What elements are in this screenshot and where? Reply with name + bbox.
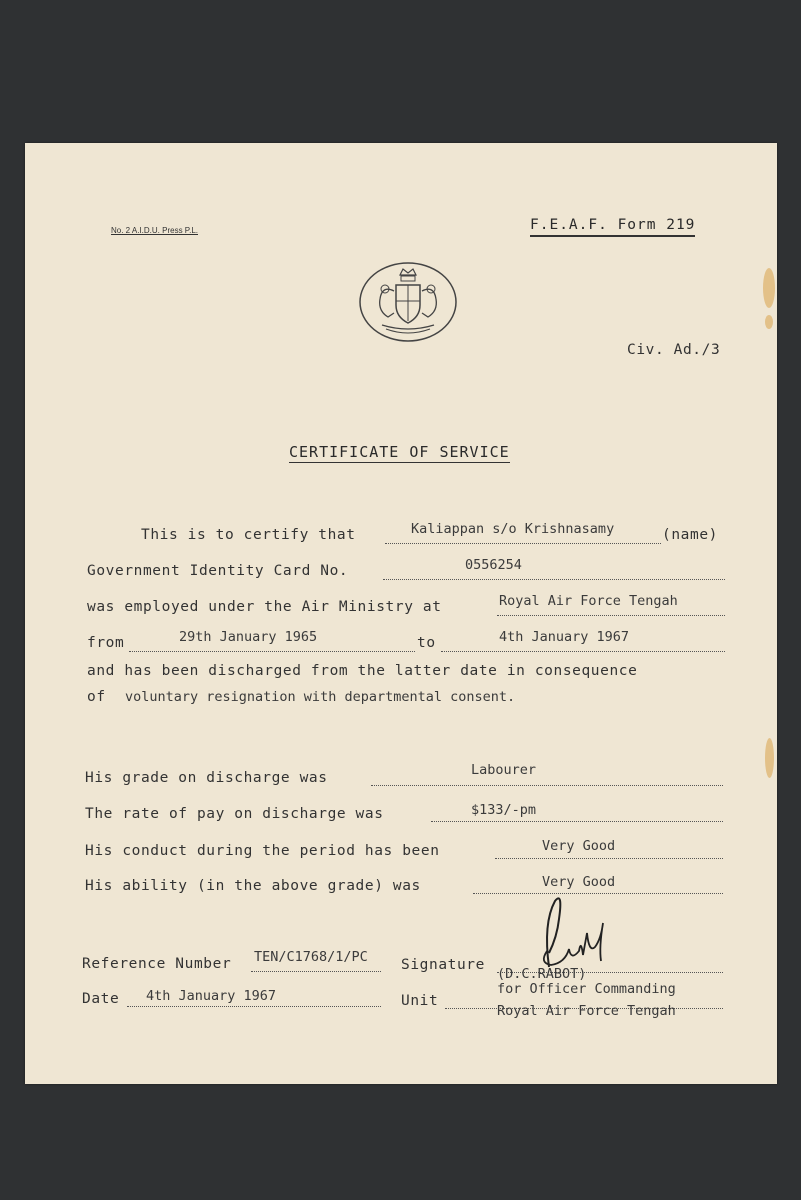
station-name: Royal Air Force Tengah [499, 593, 678, 609]
name-suffix: (name) [662, 527, 718, 543]
employee-name: Kaliappan s/o Krishnasamy [411, 521, 615, 537]
ref-label: Reference Number [82, 956, 232, 972]
pay-value: $133/-pm [471, 802, 537, 818]
reference-code: Civ. Ad./3 [627, 342, 721, 358]
royal-crest-icon [358, 261, 458, 343]
conduct-line [495, 858, 723, 859]
date-label: Date [82, 991, 120, 1007]
signature-mark [535, 893, 615, 971]
conduct-label: His conduct during the period has been [85, 843, 440, 859]
discharge-reason: voluntary resignation with departmental consent. [125, 689, 516, 705]
pay-line [431, 821, 723, 822]
stain-mark [763, 268, 775, 308]
from-date: 29th January 1965 [179, 629, 318, 645]
to-line [441, 651, 725, 652]
certificate-title: CERTIFICATE OF SERVICE [289, 443, 510, 461]
signature-label: Signature [401, 957, 485, 973]
id-line [383, 579, 725, 580]
signatory-name: (D.C.RABOT) [497, 966, 587, 982]
grade-value: Labourer [471, 762, 537, 778]
to-date: 4th January 1967 [499, 629, 630, 645]
to-label: to [417, 635, 436, 651]
discharge-text: and has been discharged from the latter date in consequence [87, 663, 638, 679]
ref-line [251, 971, 381, 972]
conduct-value: Very Good [542, 838, 616, 854]
ability-value: Very Good [542, 874, 616, 890]
certify-label: This is to certify that [141, 527, 356, 543]
name-line [385, 543, 661, 544]
from-label: from [87, 635, 125, 651]
ref-value: TEN/C1768/1/PC [254, 949, 368, 965]
pay-label: The rate of pay on discharge was [85, 806, 384, 822]
grade-line [371, 785, 723, 786]
printer-mark: No. 2 A.I.D.U. Press P.L. [111, 226, 198, 235]
stain-mark [765, 738, 774, 778]
employer-label: was employed under the Air Ministry at [87, 599, 442, 615]
date-line [127, 1006, 381, 1007]
grade-label: His grade on discharge was [85, 770, 328, 786]
certificate-page [25, 143, 777, 1084]
id-card-number: 0556254 [465, 557, 522, 573]
date-value: 4th January 1967 [146, 988, 277, 1004]
id-card-label: Government Identity Card No. [87, 563, 349, 579]
of-label: of [87, 689, 106, 705]
unit-line1: for Officer Commanding [497, 981, 676, 997]
stain-mark [765, 315, 773, 329]
station-line [497, 615, 725, 616]
unit-label: Unit [401, 993, 439, 1009]
from-line [129, 651, 415, 652]
form-number: F.E.A.F. Form 219 [530, 217, 695, 237]
unit-line2: Royal Air Force Tengah [497, 1003, 676, 1019]
ability-label: His ability (in the above grade) was [85, 878, 421, 894]
